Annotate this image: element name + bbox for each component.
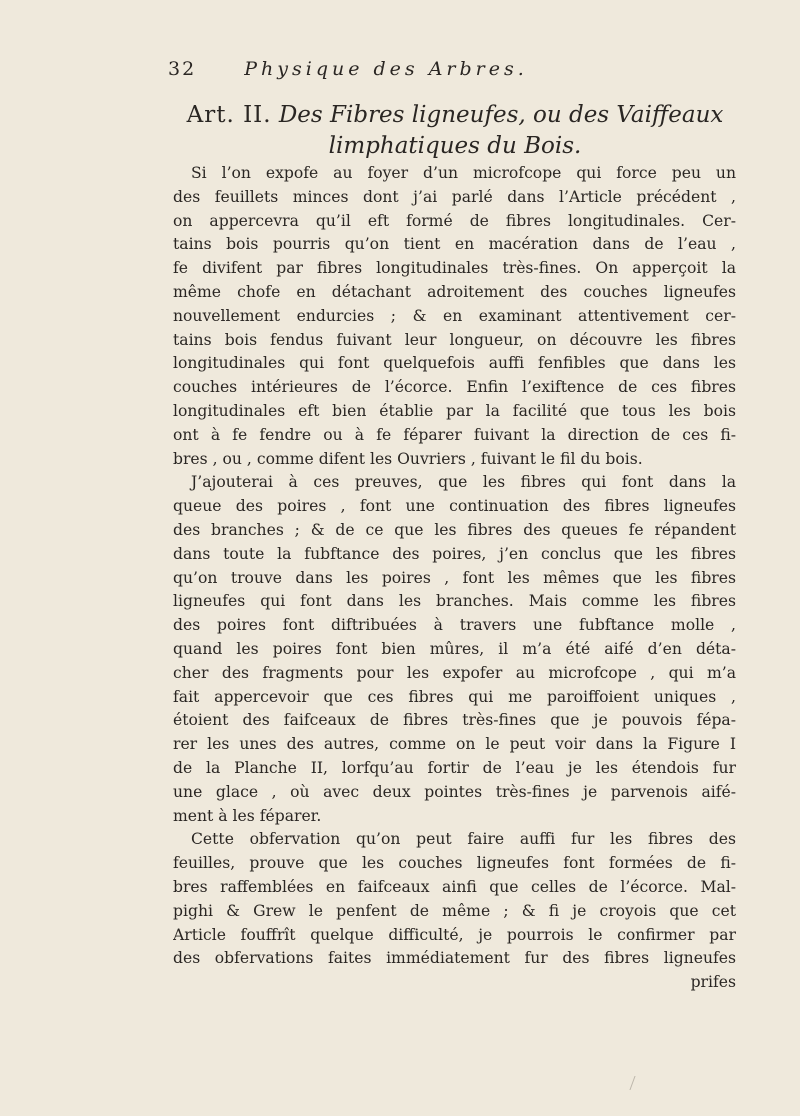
text-line: qu’on trouve dans les poires , font les mêmes que les fibres — [173, 568, 736, 587]
text-line: fe divifent par fibres longitudinales très-fines. On apperçoit la — [173, 259, 736, 278]
text-line: nouvellement endurcies ; & en examinant attentivement cer- — [173, 306, 736, 325]
text-line: Cette obfervation qu’on peut faire auffi fur les fibres des — [191, 830, 736, 849]
text-line: couches intérieures de l’écorce. Enfin l’exiftence de ces fibres — [173, 378, 736, 397]
text-line: Si l’on expofe au foyer d’un microfcope qui force peu un — [191, 164, 736, 182]
text-line: des branches ; & de ce que les fibres des queues fe répandent — [173, 520, 736, 539]
text-line: rer les unes des autres, comme on le peut voir dans la Figure I — [173, 735, 736, 754]
text-line: longitudinales eft bien établie par la facilité que tous les bois — [173, 401, 736, 420]
text-line: quand les poires font bien mûres, il m’a été aifé d’en déta- — [173, 639, 736, 658]
text-line: des poires font diftribuées à travers une fubftance molle , — [173, 616, 736, 635]
article-title-line-1: Des Fibres ligneufes, ou des Vaiffeaux — [278, 102, 724, 128]
text-line: ment à les féparer. — [173, 806, 322, 825]
text-line: queue des poires , font une continuation des fibres ligneufes — [173, 497, 736, 516]
text-line: de la Planche II, lorfqu’au fortir de l’eau je les étendois fur — [173, 758, 736, 777]
article-number: Art. II. — [186, 102, 272, 128]
text-line: des obfervations faites immédiatement fur des fibres ligneufes — [173, 949, 736, 968]
text-line: une glace , où avec deux pointes très-fines je parvenois aifé- — [173, 782, 736, 801]
ink-mark — [629, 1076, 641, 1090]
text-line: bres , ou , comme difent les Ouvriers , fuivant le fil du bois. — [173, 449, 643, 468]
text-line: tains bois fendus fuivant leur longueur, on découvre les fibres — [173, 330, 736, 349]
text-line: J’ajouterai à ces preuves, que les fibres qui font dans la — [191, 473, 736, 492]
text-line: dans toute la fubftance des poires, j’en conclus que les fibres — [173, 544, 736, 563]
text-line: tains bois pourris qu’on tient en macération dans de l’eau , — [173, 235, 736, 254]
text-line: longitudinales qui font quelquefois auffi fenfibles que dans les — [173, 354, 736, 373]
running-header — [168, 58, 728, 80]
text-line: des feuillets minces dont j’ai parlé dans l’Article précédent , — [173, 187, 736, 206]
text-line: Article fouffrît quelque difficulté, je pourrois le confirmer par — [173, 925, 736, 944]
body-text — [173, 162, 736, 995]
text-line: cher des fragments pour les expofer au microfcope , qui m’a — [173, 663, 736, 682]
text-line: fait appercevoir que ces fibres qui me paroiffoient uniques , — [173, 687, 736, 706]
text-line: feuilles, prouve que les couches ligneufes font formées de fi- — [173, 854, 736, 873]
text-line: pighi & Grew le penfent de même ; & fi je croyois que cet — [173, 901, 736, 920]
text-line: étoient des faifceaux de fibres très-fines que je pouvois fépa- — [173, 711, 736, 730]
running-title: Physique des Arbres. — [244, 58, 528, 80]
article-title-line-2: limphatiques du Bois. — [328, 133, 582, 159]
page-number: 32 — [168, 58, 197, 80]
article-heading — [175, 100, 735, 162]
catchword: prifes — [690, 973, 736, 992]
text-line: on appercevra qu’il eft formé de fibres longitudinales. Cer- — [173, 211, 736, 230]
text-line: ont à fe fendre ou à fe féparer fuivant la direction de ces fi- — [173, 425, 736, 444]
text-line: bres raffemblées en faifceaux ainfi que celles de l’écorce. Mal- — [173, 877, 736, 896]
text-line: même chofe en détachant adroitement des couches ligneufes — [173, 282, 736, 301]
text-line: ligneufes qui font dans les branches. Mais comme les fibres — [173, 592, 736, 611]
